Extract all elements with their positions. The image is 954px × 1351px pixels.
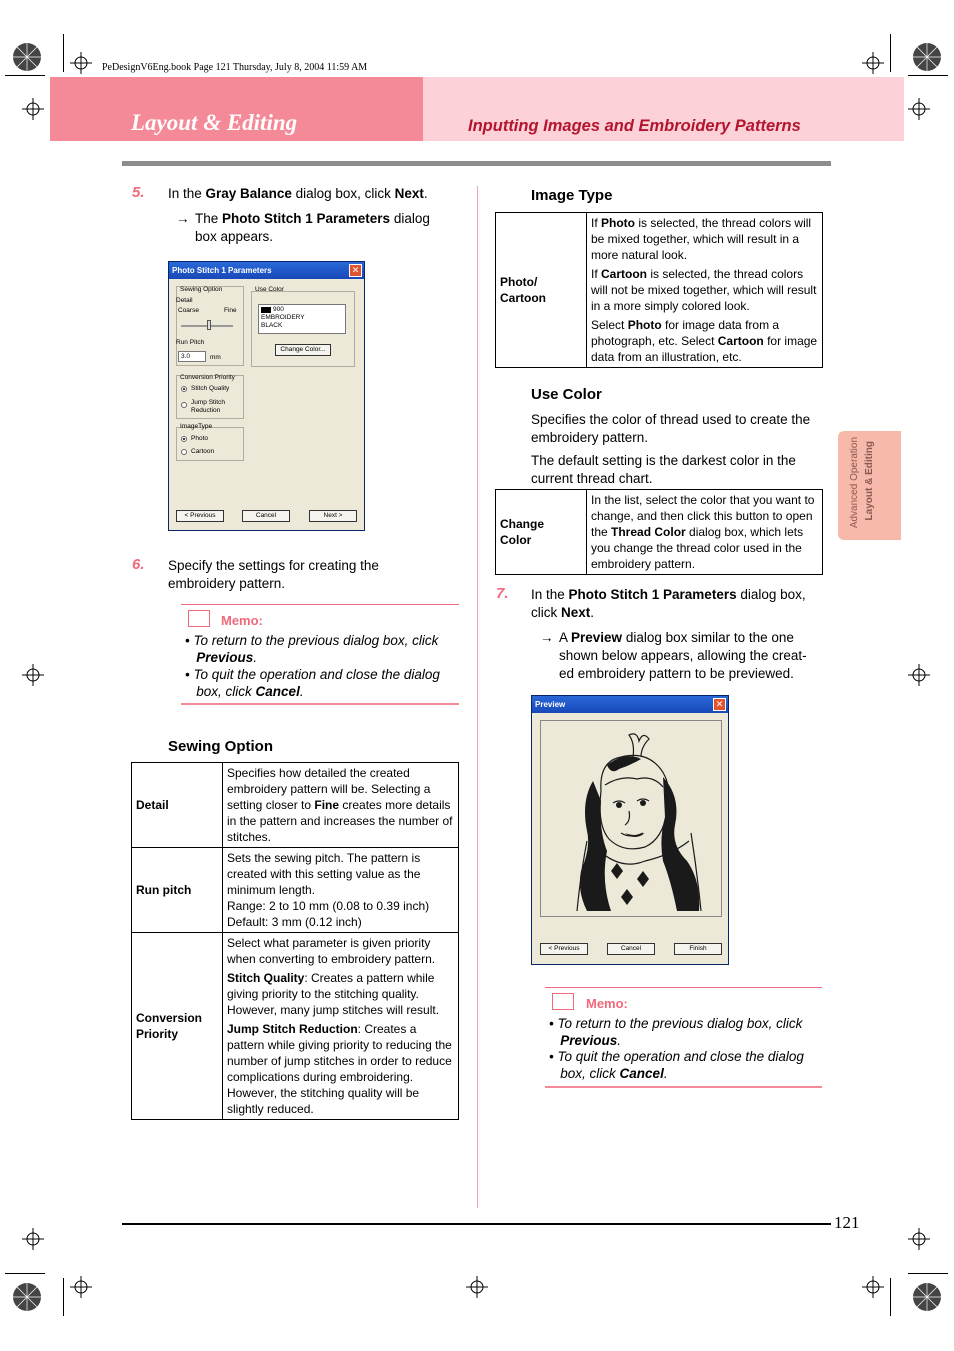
text: dialog	[390, 211, 430, 226]
stitched-portrait-icon	[541, 721, 721, 916]
coarse-label: Coarse	[178, 307, 199, 314]
color-name: BLACK	[261, 322, 283, 329]
memo-item: • To return to the previous dialog box, click Previous.	[549, 1016, 803, 1048]
text: Range: 2 to 10 mm (0.08 to 0.39 inch)	[227, 899, 430, 913]
step-7-result	[559, 629, 807, 683]
table-cell	[223, 763, 459, 848]
ui-term: Thread Color	[611, 525, 686, 539]
text: dialog box similar to the one	[622, 630, 794, 645]
text: In the list, select the color that you want to change, and then click this button to open the	[591, 493, 815, 539]
step-6-text	[168, 557, 379, 593]
paragraph	[591, 266, 818, 314]
text: dialog box, which lets you change the thread color used in the embroidery pattern.	[591, 525, 804, 571]
use-color-text-2: The default setting is the darkest color in the current thread chart.	[531, 453, 796, 486]
run-pitch-label: Run Pitch	[176, 339, 205, 346]
crosshair-mark	[862, 52, 884, 74]
text: .	[590, 605, 595, 620]
run-pitch-value: 3.0	[181, 353, 191, 360]
page-number: 121	[834, 1213, 860, 1232]
ui-term: Gray Balance	[205, 186, 292, 201]
photo-label: Photo	[191, 435, 208, 442]
cancel-button[interactable]: Cancel	[242, 510, 290, 522]
side-tab-label-1: Advanced Operation	[849, 437, 860, 529]
text: Select	[591, 318, 628, 332]
crosshair-mark	[70, 52, 92, 74]
ui-term: Next	[394, 186, 424, 201]
text: Specifies how detailed the created embroidery pattern will be. Selecting a setting closer to	[227, 766, 431, 812]
crop-line	[63, 1278, 64, 1316]
crosshair-mark	[22, 664, 44, 686]
jump-stitch-label-2: Reduction	[191, 407, 221, 414]
ui-term: Photo	[601, 216, 636, 230]
use-color-heading: Use Color	[531, 386, 602, 403]
ui-term: Cancel	[255, 684, 300, 699]
registration-mark-top-right	[910, 40, 944, 74]
close-icon[interactable]: ✕	[349, 264, 362, 277]
memo-item: • To quit the operation and close the dialog box, click Cancel.	[185, 667, 440, 699]
ui-term: Cartoon	[601, 267, 648, 281]
text: for image data from a photograph, etc. Select	[591, 318, 780, 348]
paragraph	[591, 317, 818, 365]
section-title: Inputting Images and Embroidery Patterns	[468, 117, 801, 135]
mm-label: mm	[210, 354, 221, 361]
previous-button[interactable]: < Previous	[176, 510, 224, 522]
detail-label: Detail	[176, 297, 193, 304]
text: Photo/	[500, 275, 538, 289]
next-button[interactable]: Next >	[309, 510, 357, 522]
crop-line	[890, 1278, 891, 1316]
crosshair-mark	[862, 1276, 884, 1298]
text: is selected, the thread colors will be mixed together, which will result in a more natural look.	[591, 216, 812, 262]
text: ed embroidery pattern to be previewed.	[559, 666, 794, 681]
text: Cartoon	[500, 291, 546, 305]
text: Specify the settings for creating the	[168, 558, 379, 573]
table-row	[132, 763, 459, 848]
table-cell	[223, 848, 459, 933]
ui-term: Cartoon	[717, 334, 764, 348]
ui-term: Jump Stitch Reduction	[227, 1022, 358, 1036]
cartoon-label: Cartoon	[191, 448, 215, 455]
image-type-table	[495, 212, 823, 368]
conversion-priority-label: Conversion Priority	[180, 374, 235, 381]
table-label: Run pitch	[132, 848, 223, 933]
text: In the	[168, 186, 206, 201]
crop-line	[908, 75, 948, 76]
use-color-table	[495, 489, 823, 575]
text: dialog box,	[736, 587, 806, 602]
column-divider	[477, 186, 478, 1208]
crosshair-mark	[908, 98, 930, 120]
text: .	[423, 186, 428, 201]
table-label	[496, 213, 587, 368]
jump-stitch-reduction-radio[interactable]	[181, 402, 187, 408]
table-label	[496, 490, 587, 575]
text: box appears.	[195, 229, 274, 244]
crop-line	[908, 1273, 948, 1274]
close-icon[interactable]: ✕	[713, 698, 726, 711]
photo-radio[interactable]	[181, 436, 187, 442]
image-type-label: ImageType	[180, 423, 213, 430]
crosshair-mark	[908, 664, 930, 686]
dialog-title: Photo Stitch 1 Parameters	[169, 262, 364, 279]
ui-term: Next	[561, 605, 591, 620]
text: click	[531, 605, 561, 620]
crop-line	[5, 75, 45, 76]
use-color-text-1: Specifies the color of thread used to create the embroidery pattern.	[531, 412, 811, 445]
text: Default: 3 mm (0.12 inch)	[227, 915, 362, 929]
text: shown below appears, allowing the creat-	[559, 648, 807, 663]
stitch-quality-radio[interactable]	[181, 386, 187, 392]
text: • To quit the operation and close the dialog	[549, 1049, 804, 1064]
change-color-button[interactable]: Change Color...	[275, 344, 331, 356]
text: box, click	[196, 684, 256, 699]
table-row	[132, 848, 459, 933]
table-cell	[223, 933, 459, 1120]
crop-line	[890, 34, 891, 72]
embroidery-preview-image	[540, 720, 722, 917]
table-label	[132, 933, 223, 1120]
text: embroidery pattern.	[168, 576, 286, 591]
ui-term: Fine	[314, 798, 340, 812]
text: • To return to the previous dialog box, click	[185, 633, 439, 648]
thread-color-list[interactable]	[258, 304, 346, 334]
paragraph	[227, 1021, 454, 1117]
chapter-title: Layout & Editing	[131, 110, 298, 135]
step-7-text	[531, 586, 806, 622]
result-arrow: →	[176, 211, 190, 226]
use-color-label: Use Color	[255, 286, 284, 293]
ui-term: Cancel	[619, 1066, 664, 1081]
crop-line	[63, 34, 64, 72]
text: The	[195, 211, 223, 226]
ui-term: Previous	[560, 1033, 618, 1048]
memo-title: Memo:	[221, 613, 263, 628]
preview-dialog	[531, 695, 729, 965]
previous-button[interactable]: < Previous	[540, 943, 588, 955]
text: creates more details in the pattern and increases the number of stitches.	[227, 798, 453, 844]
sewing-option-table	[131, 762, 459, 1120]
color-number: 900	[273, 306, 284, 313]
crosshair-mark	[22, 98, 44, 120]
finish-button[interactable]: Finish	[674, 943, 722, 955]
result-arrow: →	[540, 630, 554, 645]
step-5-text	[168, 185, 428, 203]
registration-mark-bottom-right	[910, 1280, 944, 1314]
sewing-option-heading: Sewing Option	[168, 738, 273, 755]
crosshair-mark	[22, 1228, 44, 1250]
paragraph	[227, 970, 454, 1018]
step-number: 6.	[132, 556, 145, 573]
text: Sets the sewing pitch. The pattern is created with this setting value as the minimum length.	[227, 851, 421, 897]
step-number: 7.	[496, 585, 509, 602]
table-row	[132, 933, 459, 1120]
memo-item: • To return to the previous dialog box, click Previous.	[185, 633, 439, 665]
text: • To quit the operation and close the dialog	[185, 667, 440, 682]
cartoon-radio[interactable]	[181, 449, 187, 455]
stitch-quality-label: Stitch Quality	[191, 385, 230, 392]
step-number: 5.	[132, 184, 145, 201]
fine-label: Fine	[224, 307, 237, 314]
text: : Creates a pattern while giving priority to the stitching quality. However, many jump stitches will result.	[227, 971, 440, 1017]
table-cell	[587, 490, 823, 575]
color-swatch	[261, 307, 271, 313]
text: Color	[500, 533, 532, 547]
text: Priority	[136, 1027, 179, 1041]
table-row	[496, 213, 823, 368]
registration-mark-bottom-left	[10, 1280, 44, 1314]
text: is selected, the thread colors will not be mixed together, which will result in a more simply colored look.	[591, 267, 817, 313]
text: If	[591, 216, 602, 230]
ui-term: Previous	[196, 650, 254, 665]
memo-title: Memo:	[586, 996, 628, 1011]
text: A	[559, 630, 572, 645]
text: : Creates a pattern while giving priority to reducing the number of jump stitches in order to reduce complications during embroidering. However, the stitching quality will be slightly reduced.	[227, 1022, 452, 1116]
text: In the	[531, 587, 569, 602]
table-label: Detail	[132, 763, 223, 848]
book-icon	[188, 610, 210, 627]
sewing-option-label: Sewing Option	[180, 286, 223, 293]
color-brand: EMBROIDERY	[261, 314, 305, 321]
text: dialog box, click	[291, 186, 395, 201]
dialog-title: Preview	[532, 696, 728, 713]
crosshair-mark	[466, 1276, 488, 1298]
text: • To return to the previous dialog box, click	[549, 1016, 803, 1031]
image-type-heading: Image Type	[531, 187, 613, 204]
text: If	[591, 267, 602, 281]
side-tab-label-2: Layout & Editing	[864, 441, 875, 521]
jump-stitch-label-1: Jump Stitch	[191, 399, 225, 406]
ui-term: Photo Stitch 1 Parameters	[222, 211, 391, 226]
text: Conversion	[136, 1011, 203, 1025]
crop-line	[5, 1273, 45, 1274]
paragraph	[591, 215, 818, 263]
ui-term: Photo	[627, 318, 662, 332]
table-cell	[587, 213, 823, 368]
run-pitch-spinbox[interactable]	[178, 351, 206, 362]
step-5-result	[195, 210, 465, 246]
text: Select what parameter is given priority when converting to embroidery pattern.	[227, 936, 436, 966]
cancel-button[interactable]: Cancel	[607, 943, 655, 955]
crosshair-mark	[908, 1228, 930, 1250]
side-tab	[838, 431, 901, 540]
text: Change	[500, 517, 545, 531]
photo-stitch-parameters-dialog	[168, 261, 365, 531]
ui-term: Stitch Quality	[227, 971, 305, 985]
detail-slider-thumb[interactable]	[207, 320, 211, 330]
file-info-line: PeDesignV6Eng.book Page 121 Thursday, July 8, 2004 11:59 AM	[102, 62, 368, 73]
table-row	[496, 490, 823, 575]
ui-term: Photo Stitch 1 Parameters	[568, 587, 737, 602]
registration-mark-top-left	[10, 40, 44, 74]
memo-item: • To quit the operation and close the dialog box, click Cancel.	[549, 1049, 804, 1081]
book-icon	[552, 993, 574, 1010]
ui-term: Preview	[571, 630, 623, 645]
crosshair-mark	[70, 1276, 92, 1298]
footer-rule	[122, 1223, 831, 1225]
text: box, click	[560, 1066, 620, 1081]
text: for image data from an illustration, etc.	[591, 334, 818, 364]
header-rule	[122, 161, 831, 166]
